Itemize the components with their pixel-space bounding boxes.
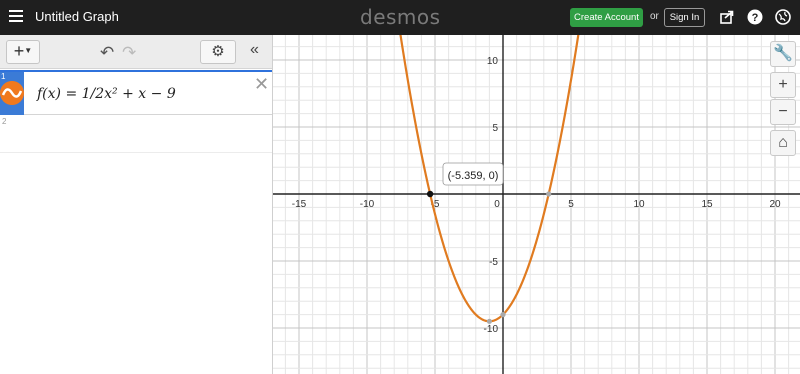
x-tick-label: 5 bbox=[568, 199, 574, 210]
empty-expression-row[interactable] bbox=[0, 115, 272, 153]
expression-input[interactable]: f(x) = 1/2x² + x − 9 bbox=[37, 86, 176, 102]
undo-icon[interactable]: ↶ bbox=[100, 43, 115, 62]
x-tick-label: -5 bbox=[430, 199, 440, 210]
top-bar bbox=[0, 0, 800, 35]
create-account-button[interactable]: Create Account bbox=[570, 8, 643, 27]
y-tick-label: -5 bbox=[489, 257, 498, 268]
delete-expression-icon[interactable]: ✕ bbox=[254, 74, 270, 94]
share-icon[interactable] bbox=[719, 9, 735, 25]
expression-panel bbox=[0, 35, 273, 374]
globe-icon[interactable] bbox=[775, 9, 791, 25]
collapse-panel-icon[interactable]: « bbox=[250, 41, 259, 58]
graph-settings-wrench-icon[interactable]: 🔧 bbox=[770, 41, 796, 67]
add-item-button[interactable]: +▼ bbox=[6, 40, 40, 64]
x-tick-label: 0 bbox=[494, 199, 500, 210]
redo-icon[interactable]: ↷ bbox=[122, 43, 137, 62]
x-tick-label: 10 bbox=[633, 199, 645, 210]
y-tick-label: 10 bbox=[486, 56, 498, 67]
x-tick-label: 20 bbox=[769, 199, 781, 210]
point-label-box bbox=[443, 163, 503, 185]
zoom-out-button[interactable]: − bbox=[770, 99, 796, 125]
graph-canvas[interactable] bbox=[273, 35, 800, 374]
y-tick-label: 5 bbox=[492, 123, 498, 134]
sign-in-button[interactable]: Sign In bbox=[664, 8, 705, 27]
expression-number: 1 bbox=[1, 72, 6, 81]
settings-gear-icon[interactable]: ⚙ bbox=[200, 40, 236, 64]
x-tick-label: 15 bbox=[701, 199, 713, 210]
expression-number: 2 bbox=[2, 117, 7, 126]
root-point-right[interactable] bbox=[546, 191, 551, 196]
graph-style-icon[interactable] bbox=[0, 81, 24, 105]
y-tick-label: -10 bbox=[483, 324, 498, 335]
svg-text:?: ? bbox=[751, 12, 759, 24]
desmos-logo: desmos bbox=[360, 5, 441, 29]
root-point-left[interactable] bbox=[427, 191, 433, 197]
zoom-default-home-icon[interactable]: ⌂ bbox=[770, 130, 796, 156]
point-label: (-5.359, 0) bbox=[447, 170, 499, 182]
expression-toolbar bbox=[0, 35, 272, 69]
menu-icon[interactable] bbox=[9, 10, 23, 22]
expression-row[interactable] bbox=[0, 70, 272, 115]
zoom-in-button[interactable]: + bbox=[770, 72, 796, 98]
x-tick-label: -15 bbox=[291, 199, 307, 210]
vertex-point[interactable] bbox=[487, 319, 492, 324]
expression-tab[interactable] bbox=[0, 72, 24, 115]
graph-title[interactable]: Untitled Graph bbox=[35, 9, 119, 24]
help-icon[interactable] bbox=[747, 9, 763, 25]
y-intercept-point[interactable] bbox=[500, 312, 505, 317]
or-text: or bbox=[650, 11, 659, 22]
x-tick-label: -10 bbox=[359, 199, 375, 210]
